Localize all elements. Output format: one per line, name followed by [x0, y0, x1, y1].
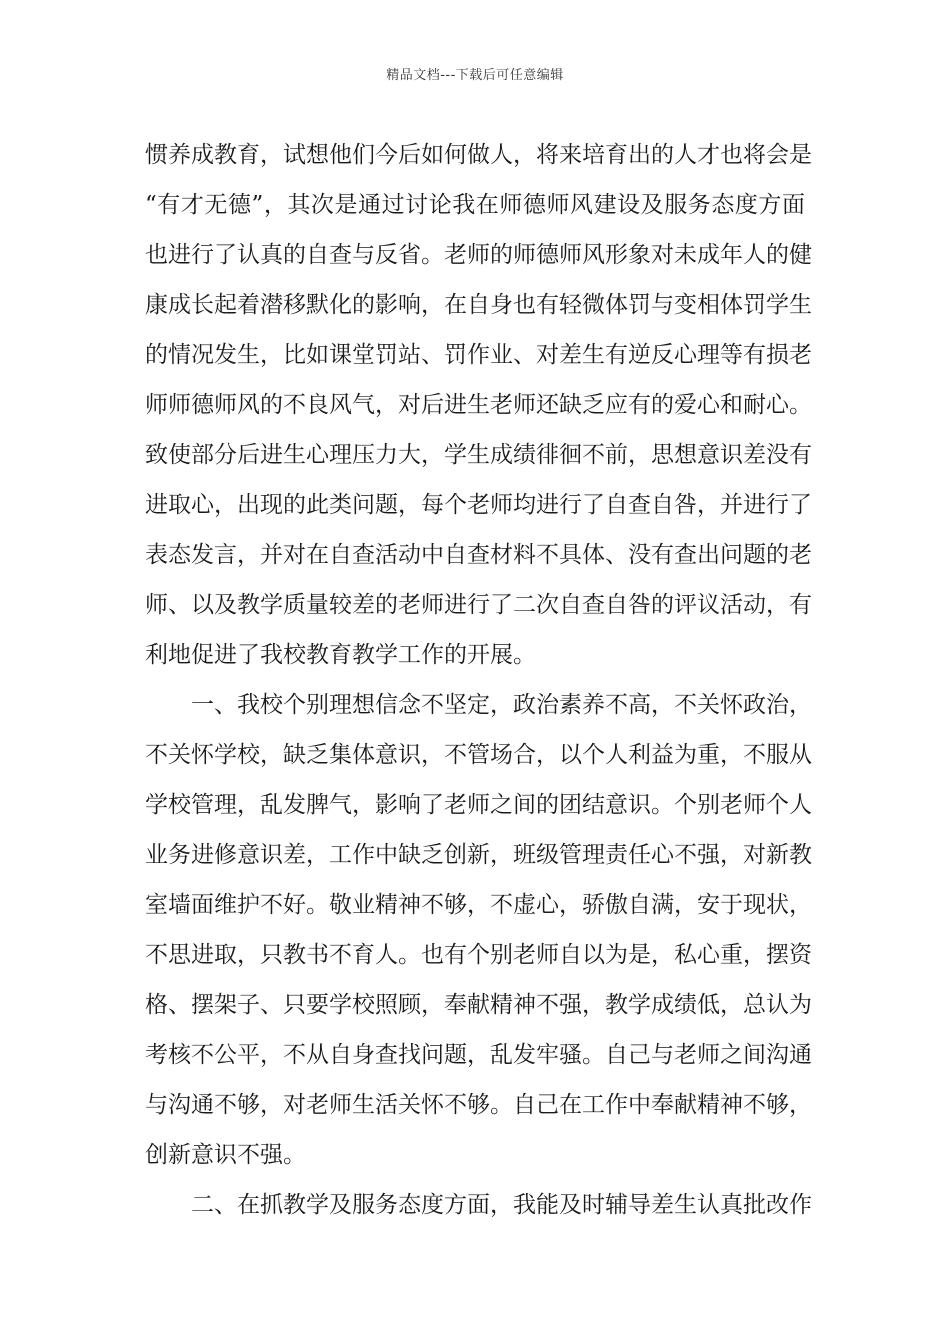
paragraph	[145, 130, 812, 680]
text-line: 室墙面维护不好。敬业精神不够，不虚心，骄傲自满，安于现状，	[145, 892, 812, 918]
text-line: 不思进取，只教书不育人。也有个别老师自以为是，私心重，摆资	[145, 942, 812, 968]
text-line: 利地促进了我校教育教学工作的开展。	[145, 642, 536, 668]
text-line: 不关怀学校，缺乏集体意识，不管场合，以个人利益为重，不服从	[145, 742, 812, 768]
text-line: 惯养成教育，试想他们今后如何做人，将来培育出的人才也将会是	[145, 142, 812, 168]
text-line: 业务进修意识差，工作中缺乏创新，班级管理责任心不强，对新教	[145, 842, 812, 868]
text-line: 二、在抓教学及服务态度方面，我能及时辅导差生认真批改作	[191, 1192, 812, 1218]
page-header: 精品文档---下载后可任意编辑	[386, 68, 564, 83]
text-line: “有才无德”，其次是通过讨论我在师德师风建设及服务态度方面	[145, 192, 805, 218]
paragraph	[145, 680, 812, 1180]
paragraph	[145, 1180, 812, 1230]
text-line: 师、以及教学质量较差的老师进行了二次自查自咎的评议活动，有	[145, 592, 812, 618]
text-line: 进取心，出现的此类问题，每个老师均进行了自查自咎，并进行了	[145, 492, 812, 518]
text-line: 与沟通不够，对老师生活关怀不够。自己在工作中奉献精神不够，	[145, 1092, 812, 1118]
text-line: 致使部分后进生心理压力大，学生成绩徘徊不前，思想意识差没有	[145, 442, 812, 468]
text-line: 一、我校个别理想信念不坚定，政治素养不高，不关怀政治，	[191, 692, 812, 718]
text-line: 也进行了认真的自查与反省。老师的师德师风形象对未成年人的健	[145, 242, 812, 268]
text-line: 创新意识不强。	[145, 1142, 306, 1168]
text-line: 的情况发生，比如课堂罚站、罚作业、对差生有逆反心理等有损老	[145, 342, 812, 368]
text-line: 格、摆架子、只要学校照顾，奉献精神不强，教学成绩低，总认为	[145, 992, 812, 1018]
text-line: 考核不公平，不从自身查找问题，乱发牢骚。自己与老师之间沟通	[145, 1042, 812, 1068]
text-line: 师师德师风的不良风气，对后进生老师还缺乏应有的爱心和耐心。	[145, 392, 812, 418]
text-line: 表态发言，并对在自查活动中自查材料不具体、没有查出问题的老	[145, 542, 812, 568]
document-body	[145, 130, 812, 1230]
text-line: 康成长起着潜移默化的影响，在自身也有轻微体罚与变相体罚学生	[145, 292, 812, 318]
text-line: 学校管理，乱发脾气，影响了老师之间的团结意识。个别老师个人	[145, 792, 812, 818]
